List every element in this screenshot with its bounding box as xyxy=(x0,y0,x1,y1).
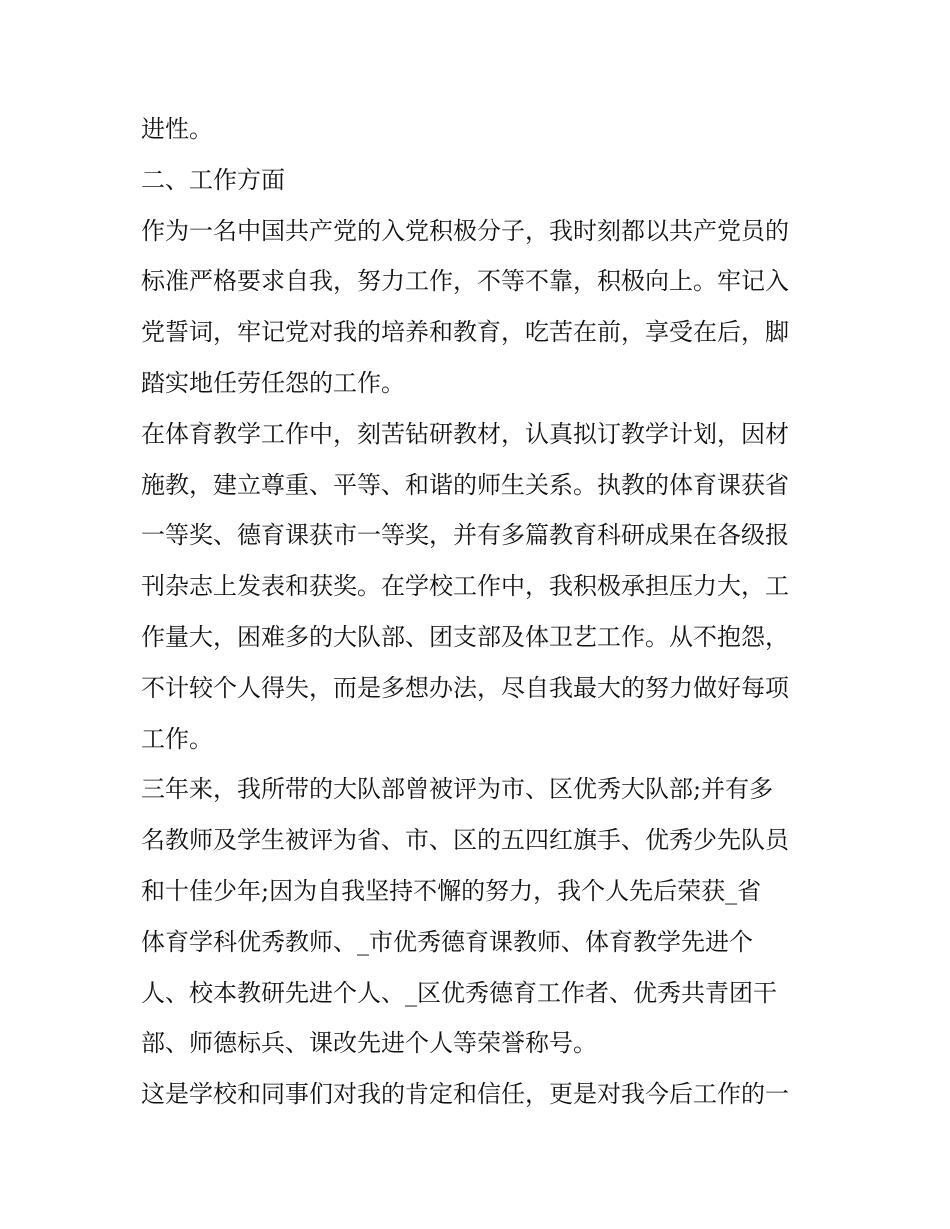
text-line: 作为一名中国共产党的入党积极分子，我时刻都以共产党员的 xyxy=(141,216,789,245)
text-line: 作量大，困难多的大队部、团支部及体卫艺工作。从不抱怨， xyxy=(141,622,789,651)
text-line: 工作。 xyxy=(141,724,213,753)
document-body xyxy=(141,104,821,1120)
text-line: 人、校本教研先进个人、_区优秀德育工作者、优秀共青团干 xyxy=(141,978,777,1007)
text-line: 体育学科优秀教师、_市优秀德育课教师、体育教学先进个 xyxy=(141,927,753,956)
text-line: 刊杂志上发表和获奖。在学校工作中，我积极承担压力大，工 xyxy=(141,572,789,601)
text-line: 三年来，我所带的大队部曾被评为市、区优秀大队部;并有多 xyxy=(141,775,774,804)
text-line: 党誓词，牢记党对我的培养和教育，吃苦在前，享受在后，脚 xyxy=(141,318,789,347)
text-line: 不计较个人得失，而是多想办法，尽自我最大的努力做好每项 xyxy=(141,673,789,702)
text-line: 施教，建立尊重、平等、和谐的师生关系。执教的体育课获省 xyxy=(141,470,789,499)
text-line: 进性。 xyxy=(141,115,213,143)
section-heading: 二、工作方面 xyxy=(141,165,285,194)
text-line: 部、师德标兵、课改先进个人等荣誉称号。 xyxy=(141,1029,597,1058)
text-line: 和十佳少年;因为自我坚持不懈的努力，我个人先后荣获_省 xyxy=(141,876,762,905)
text-line: 在体育教学工作中，刻苦钻研教材，认真拟订教学计划，因材 xyxy=(141,419,789,448)
text-line: 标准严格要求自我，努力工作，不等不靠，积极向上。牢记入 xyxy=(141,267,789,296)
text-line: 名教师及学生被评为省、市、区的五四红旗手、优秀少先队员 xyxy=(141,826,789,855)
text-line: 这是学校和同事们对我的肯定和信任，更是对我今后工作的一 xyxy=(141,1080,789,1109)
text-line: 一等奖、德育课获市一等奖，并有多篇教育科研成果在各级报 xyxy=(141,521,789,550)
text-line: 踏实地任劳任怨的工作。 xyxy=(141,368,405,397)
